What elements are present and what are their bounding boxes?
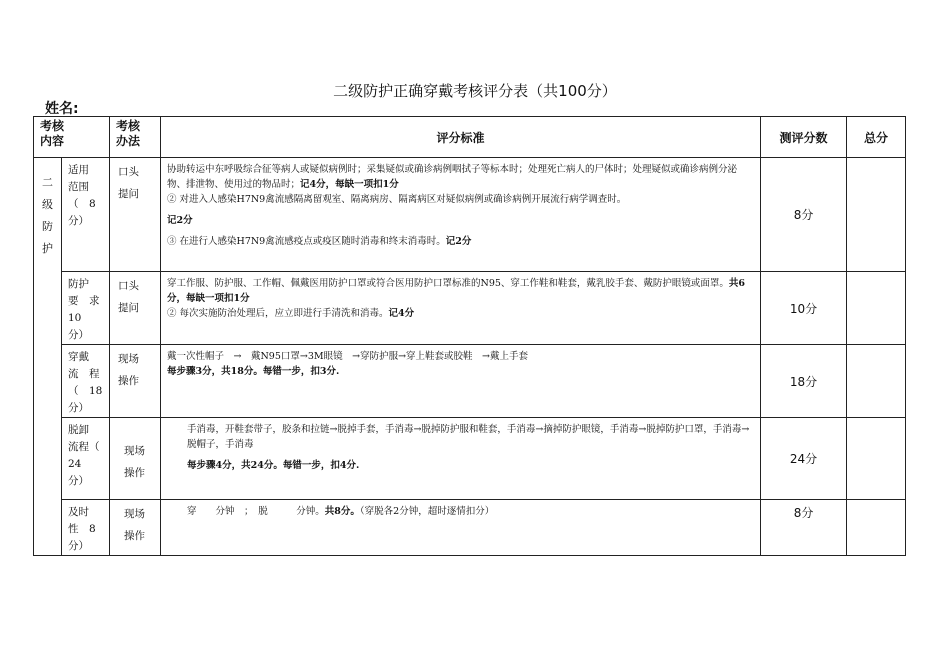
criteria-text: ② 每次实施防治处理后，应立即进行手清洗和消毒。 <box>167 308 389 319</box>
criteria-score-rule: 共8分。 <box>324 506 360 517</box>
item-cell: 脱卸 流程（ 24 分） <box>62 418 110 500</box>
item-cell: 穿戴 流 程 （ 18 分） <box>62 345 110 418</box>
category-cell: 二 级 防 护 <box>34 158 62 556</box>
total-cell <box>847 418 906 500</box>
criteria-cell <box>161 418 761 500</box>
criteria-score-rule: 记4分，每缺一项扣1分 <box>300 179 399 190</box>
item-cell: 防护 要 求 10 分） <box>62 272 110 345</box>
header-total: 总分 <box>847 117 906 158</box>
criteria-text: 穿工作服、防护服、工作帽、佩戴医用防护口罩或符合医用防护口罩标准的N95、穿工作鞋和鞋套，戴乳胶手套、戴防护眼镜或面罩。 <box>167 278 729 289</box>
table-row <box>34 158 906 272</box>
item-cell: 适用 范围 （ 8 分） <box>62 158 110 272</box>
header-criteria: 评分标准 <box>161 117 761 158</box>
criteria-score-rule: 记2分 <box>167 215 193 226</box>
item-cell: 及时 性 8 分） <box>62 500 110 556</box>
method-cell: 现场 操作 <box>110 418 161 500</box>
criteria-text: 戴一次性帽子 → 戴N95口罩→3M眼镜 →穿防护服→穿上鞋套或胶鞋 →戴上手套 <box>167 351 528 362</box>
table-header-row <box>34 117 906 158</box>
criteria-text: 协助转运中东呼吸综合征等病人或疑似病例时；采集疑似或确诊病例咽拭子等标本时；处理死亡病人的尸体时；处理疑似或确诊病例分泌物、排泄物、使用过的物品时； <box>167 164 738 190</box>
criteria-cell <box>161 345 761 418</box>
scoring-table <box>33 116 906 556</box>
criteria-text: 穿 分钟 ； 脱 分钟。 <box>187 506 325 517</box>
method-cell: 口头 提问 <box>110 272 161 345</box>
score-cell: 10分 <box>761 272 847 345</box>
score-cell: 24分 <box>761 418 847 500</box>
method-cell: 口头 提问 <box>110 158 161 272</box>
header-content: 考核 内容 <box>34 117 110 158</box>
criteria-cell <box>161 158 761 272</box>
total-cell <box>847 500 906 556</box>
criteria-cell <box>161 500 761 556</box>
header-score: 测评分数 <box>761 117 847 158</box>
criteria-score-rule: 每步骤4分，共24分。每错一步，扣4分. <box>187 460 360 471</box>
total-cell <box>847 345 906 418</box>
score-cell: 8分 <box>761 500 847 556</box>
total-cell <box>847 272 906 345</box>
criteria-score-rule: 每步骤3分，共18分。每错一步，扣3分. <box>167 366 340 377</box>
criteria-note: （穿脱各2分钟，超时逐情扣分） <box>359 506 495 517</box>
criteria-score-rule: 共6分，每缺一项扣1分 <box>167 278 746 304</box>
method-cell: 现场 操作 <box>110 345 161 418</box>
document-title: 二级防护正确穿戴考核评分表（共100分） <box>333 82 617 100</box>
criteria-score-rule: 记4分 <box>388 308 415 319</box>
method-cell: 现场 操作 <box>110 500 161 556</box>
table-row <box>34 500 906 556</box>
criteria-text: 手消毒，开鞋套带子，胶条和拉链→脱掉手套，手消毒→脱掉防护服和鞋套，手消毒→摘掉防护眼镜，手消毒→脱掉防护口罩，手消毒→脱帽子，手消毒 <box>187 424 750 450</box>
table-row <box>34 272 906 345</box>
total-cell <box>847 158 906 272</box>
score-cell: 8分 <box>761 158 847 272</box>
criteria-score-rule: 记2分 <box>445 236 472 247</box>
name-label: 姓名: <box>45 101 79 117</box>
header-method: 考核 办法 <box>110 117 161 158</box>
table-row <box>34 345 906 418</box>
score-cell: 18分 <box>761 345 847 418</box>
criteria-text: ② 对进入人感染H7N9禽流感隔离留观室、隔离病房、隔离病区对疑似病例或确诊病例开展流行病学调查时。 <box>167 194 627 205</box>
criteria-text: ③ 在进行人感染H7N9禽流感疫点或疫区随时消毒和终末消毒时。 <box>167 236 446 247</box>
criteria-cell <box>161 272 761 345</box>
table-row <box>34 418 906 500</box>
